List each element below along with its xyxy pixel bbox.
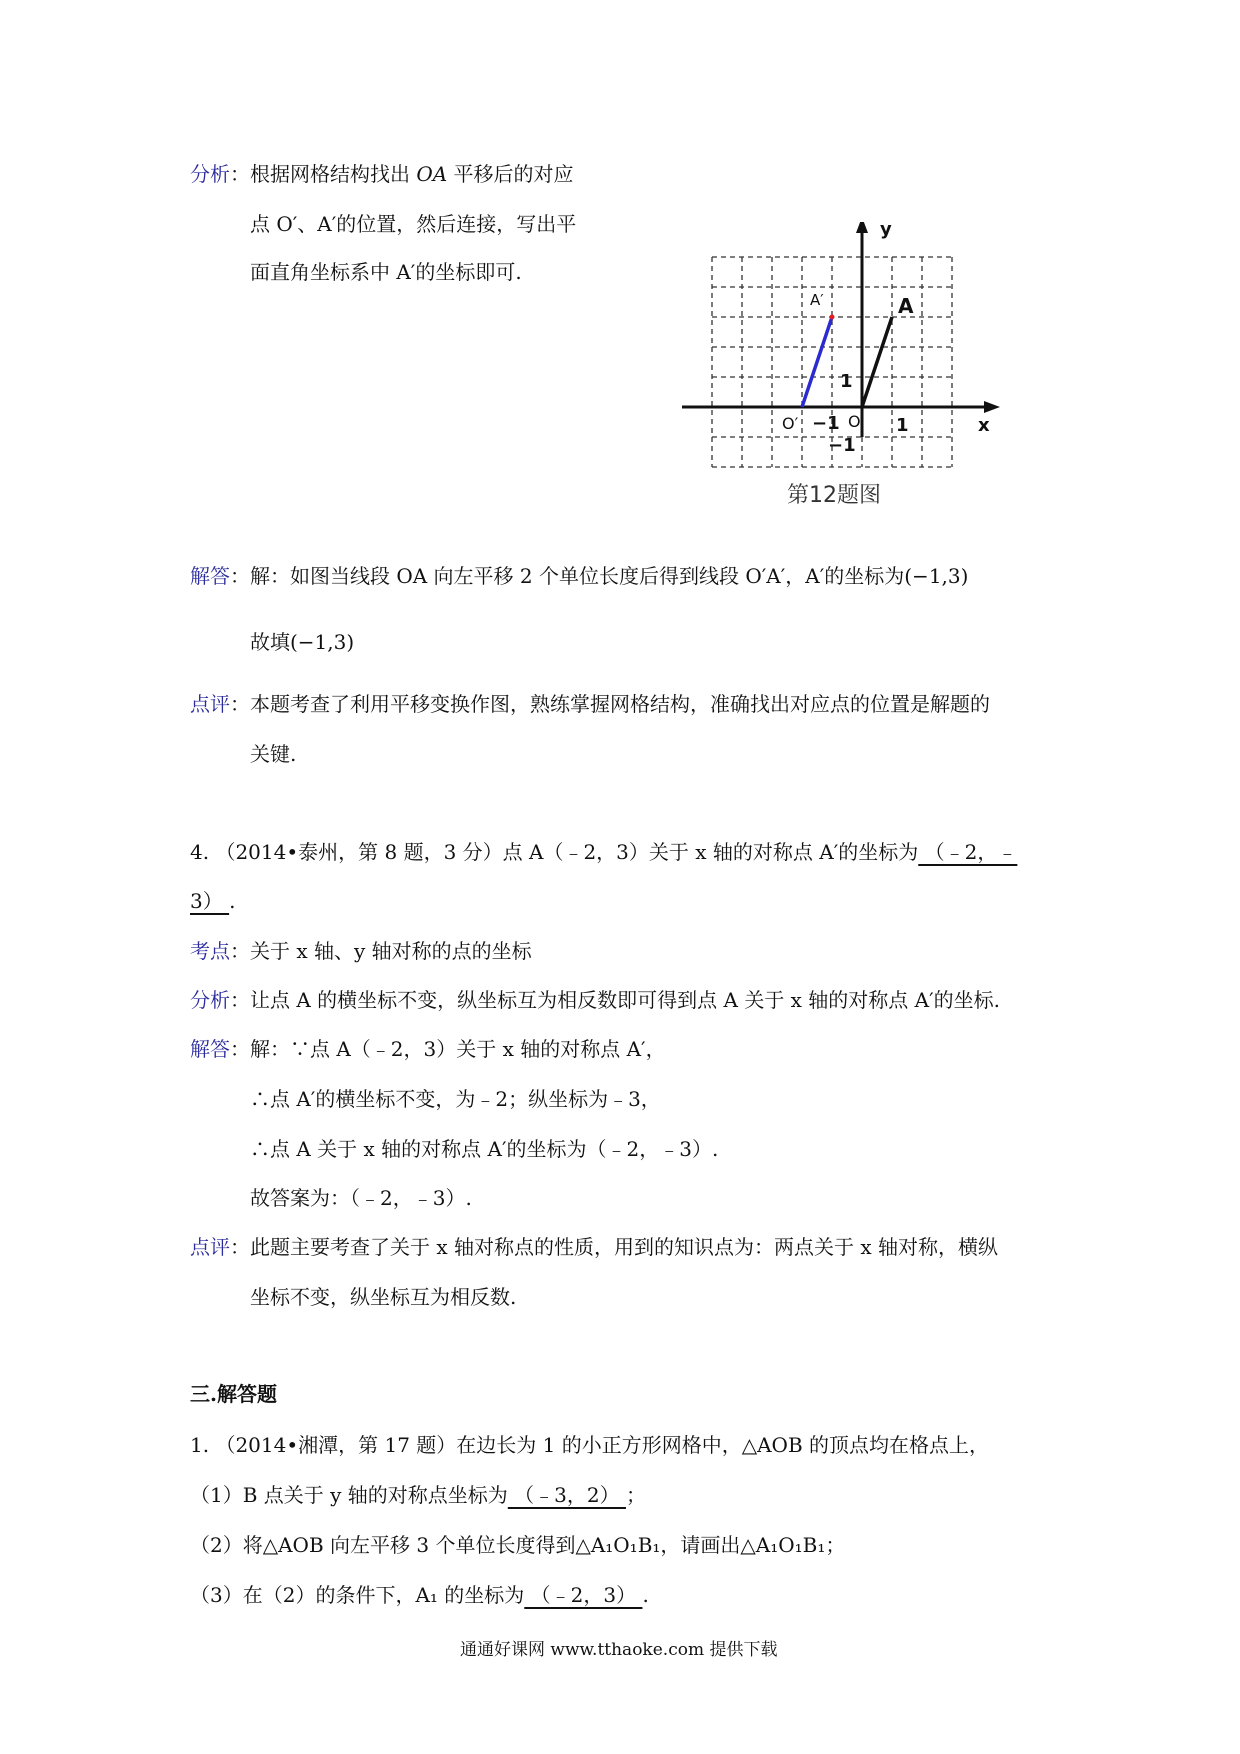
answer-blank: （﹣2，﹣ [918,840,1018,864]
answer-2-line-1: 解答：解：∵点 A（﹣2，3）关于 x 轴的对称点 A′， [190,1037,666,1061]
comment-label: 点评 [190,1235,230,1259]
answer-label: 解答 [190,564,230,588]
answer-2-line-4: 故答案为：（﹣2，﹣3）. [250,1186,472,1210]
question-4-line-2: 3） . [190,889,236,913]
problem-1-intro: 1. （2014•湘潭，第 17 题）在边长为 1 的小正方形网格中，△AOB 的顶点均在格点上， [190,1433,990,1457]
segment-oprime-aprime [802,317,832,407]
analysis-line-2: 点 O′、A′的位置，然后连接，写出平 [250,212,577,236]
analysis-label: 分析 [190,162,230,186]
tick-y-neg-1: −1 [828,435,856,456]
x-axis-label: x [978,415,990,436]
kaodian-label: 考点 [190,939,230,963]
label-o: O [848,412,861,431]
analysis-line-3: 面直角坐标系中 A′的坐标即可. [250,260,522,284]
comment-2-line-2: 坐标不变，纵坐标互为相反数. [250,1285,517,1309]
y-axis-arrow [856,222,868,233]
coordinate-grid-figure [662,222,1022,522]
answer-line-2: 故填(−1,3) [250,630,355,654]
answer-line-1: 解答：解：如图当线段 OA 向左平移 2 个单位长度后得到线段 O′A′，A′的坐标为(−1,3) [190,564,969,588]
tick-x-1: 1 [896,415,909,436]
comment-label: 点评 [190,692,230,716]
section-heading: 三.解答题 [190,1382,277,1406]
comment-2-line-1: 点评：此题主要考查了关于 x 轴对称点的性质，用到的知识点为：两点关于 x 轴对称，横纵 [190,1235,998,1259]
point-a-prime [830,315,835,320]
tick-x-neg-1: −1 [812,413,840,434]
problem-1-part-3: （3）在（2）的条件下，A₁ 的坐标为 （﹣2，3） . [190,1583,649,1607]
answer-label: 解答 [190,1037,230,1061]
segment-oa [862,317,892,407]
label-o-prime: O′ [782,414,799,433]
label-a-prime: A′ [810,291,824,309]
kaodian-line: 考点：关于 x 轴、y 轴对称的点的坐标 [190,939,532,963]
answer-blank-cont: 3） [190,889,230,913]
problem-1-part-1: （1）B 点关于 y 轴的对称点坐标为 （﹣3，2） ； [190,1483,646,1507]
analysis-2-line: 分析：让点 A 的横坐标不变，纵坐标互为相反数即可得到点 A 关于 x 轴的对称点 A′的坐标. [190,988,1001,1012]
answer-2-line-3: ∴点 A 关于 x 轴的对称点 A′的坐标为（﹣2，﹣3）. [250,1137,719,1161]
answer-2-line-2: ∴点 A′的横坐标不变，为﹣2；纵坐标为﹣3， [250,1087,661,1111]
question-4-line-1: 4. （2014•泰州，第 8 题，3 分）点 A（﹣2，3）关于 x 轴的对称点 A′的坐标为 （﹣2，﹣ [190,840,1018,864]
page-footer: 通通好课网 www.tthaoke.com 提供下载 [460,1640,778,1660]
answer-blank: （﹣2，3） [524,1583,643,1607]
analysis-label: 分析 [190,988,230,1012]
problem-1-part-2: （2）将△AOB 向左平移 3 个单位长度得到△A₁O₁B₁，请画出△A₁O₁B₁； [190,1533,846,1557]
y-axis-label: y [880,222,892,240]
comment-line-2: 关键. [250,742,297,766]
tick-y-1: 1 [840,371,853,392]
figure-caption: 第12题图 [787,483,881,508]
label-a: A [898,294,914,318]
comment-line-1: 点评：本题考查了利用平移变换作图，熟练掌握网格结构，准确找出对应点的位置是解题的 [190,692,990,716]
segments [802,315,892,408]
answer-blank: （﹣3，2） [507,1483,626,1507]
analysis-line-1: 分析：根据网格结构找出 OA 平移后的对应 [190,162,574,186]
x-axis-arrow [984,401,1000,413]
